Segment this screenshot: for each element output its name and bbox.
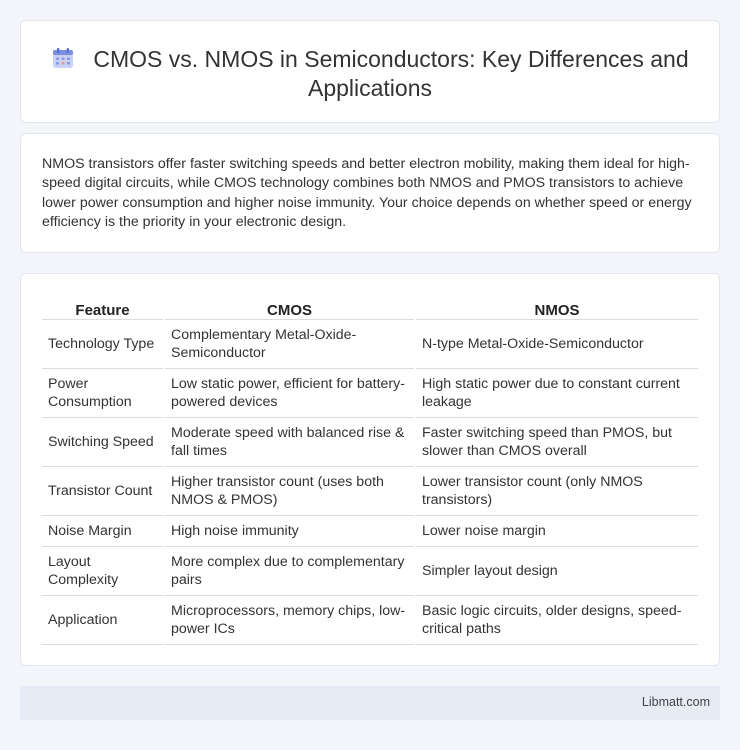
- nmos-cell: Lower noise margin: [415, 515, 698, 546]
- cmos-cell: Microprocessors, memory chips, low-power ICs: [164, 595, 415, 644]
- nmos-cell: Faster switching speed than PMOS, but slower than CMOS overall: [415, 417, 698, 466]
- page-title-wrap: [21, 45, 719, 103]
- feature-cell: Application: [42, 595, 164, 644]
- nmos-cell: N-type Metal-Oxide-Semiconductor: [415, 319, 698, 368]
- header-cmos: CMOS: [164, 295, 415, 319]
- table-row: [42, 466, 698, 515]
- footer-bar: [20, 686, 720, 720]
- feature-cell: Noise Margin: [42, 515, 164, 546]
- header-card: [20, 20, 720, 123]
- feature-cell: Switching Speed: [42, 417, 164, 466]
- cmos-cell: Low static power, efficient for battery-powered devices: [164, 368, 415, 417]
- table-row: [42, 417, 698, 466]
- comparison-table: [42, 295, 698, 645]
- table-row: [42, 546, 698, 595]
- cmos-cell: Complementary Metal-Oxide-Semiconductor: [164, 319, 415, 368]
- footer-brand-link[interactable]: Libmatt.com: [641, 695, 710, 709]
- calendar-icon: [51, 47, 75, 69]
- feature-cell: Technology Type: [42, 319, 164, 368]
- header-nmos: NMOS: [415, 295, 698, 319]
- table-row: [42, 515, 698, 546]
- table-row: [42, 319, 698, 368]
- intro-paragraph: NMOS transistors offer faster switching speeds and better electron mobility, making them ideal for high-speed digital circuits, while CMOS technology combines both NMOS and PMOS transistors to achieve lower power consumption and higher noise immunity. Your choice depends on whether speed or energy efficiency is the priority in your electronic design.: [42, 156, 692, 230]
- cmos-cell: More complex due to complementary pairs: [164, 546, 415, 595]
- cmos-cell: Higher transistor count (uses both NMOS & PMOS): [164, 466, 415, 515]
- table-header-row: [42, 295, 698, 319]
- table-row: [42, 595, 698, 644]
- cmos-cell: Moderate speed with balanced rise & fall times: [164, 417, 415, 466]
- intro-card: [20, 133, 720, 253]
- nmos-cell: High static power due to constant current leakage: [415, 368, 698, 417]
- feature-cell: Transistor Count: [42, 466, 164, 515]
- cmos-cell: High noise immunity: [164, 515, 415, 546]
- feature-cell: Layout Complexity: [42, 546, 164, 595]
- nmos-cell: Basic logic circuits, older designs, speed-critical paths: [415, 595, 698, 644]
- header-feature: Feature: [42, 295, 164, 319]
- comparison-card: [20, 273, 720, 666]
- page-title: CMOS vs. NMOS in Semiconductors: Key Differences and Applications: [93, 46, 689, 101]
- nmos-cell: Lower transistor count (only NMOS transistors): [415, 466, 698, 515]
- nmos-cell: Simpler layout design: [415, 546, 698, 595]
- table-row: [42, 368, 698, 417]
- feature-cell: Power Consumption: [42, 368, 164, 417]
